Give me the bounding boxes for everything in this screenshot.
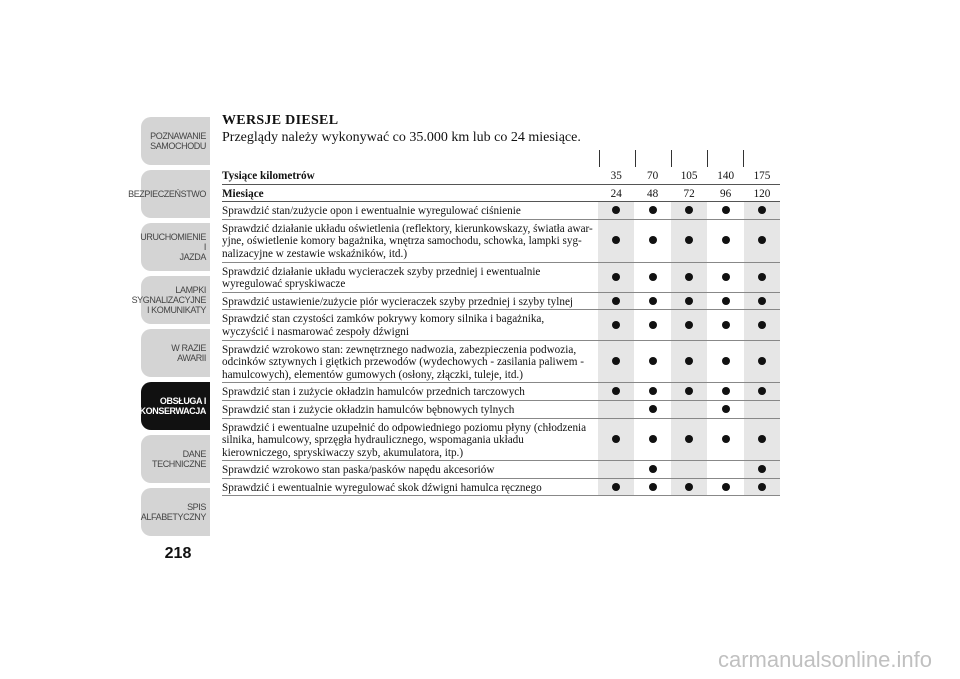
filled-circle-icon (685, 321, 693, 329)
table-row (222, 292, 780, 310)
interval-cell (671, 418, 708, 461)
table-row (222, 340, 780, 383)
interval-cell (707, 292, 744, 310)
filled-circle-icon (722, 236, 730, 244)
km-value: 175 (744, 167, 780, 184)
interval-cell (707, 202, 744, 220)
km-value: 35 (598, 167, 634, 184)
filled-circle-icon (758, 387, 766, 395)
month-value: 24 (598, 184, 634, 202)
interval-cell (671, 383, 708, 401)
filled-circle-icon (758, 465, 766, 473)
interval-cell (707, 418, 744, 461)
interval-cell (707, 461, 744, 479)
filled-circle-icon (722, 273, 730, 281)
interval-cell (744, 292, 780, 310)
filled-circle-icon (612, 357, 620, 365)
interval-cell (634, 400, 670, 418)
filled-circle-icon (649, 236, 657, 244)
table-row (222, 262, 780, 292)
interval-cell (598, 202, 634, 220)
filled-circle-icon (612, 435, 620, 443)
filled-circle-icon (685, 357, 693, 365)
chapter-tab[interactable]: W RAZIE AWARII (141, 329, 210, 377)
chapter-tab[interactable]: OBSŁUGA I KONSERWACJA (141, 382, 210, 430)
interval-cell (598, 292, 634, 310)
maintenance-schedule-table (222, 167, 780, 496)
km-header-row (222, 167, 780, 184)
filled-circle-icon (649, 321, 657, 329)
interval-cell (634, 310, 670, 340)
table-row (222, 383, 780, 401)
month-value: 120 (744, 184, 780, 202)
interval-cell (671, 400, 708, 418)
chapter-tab[interactable]: LAMPKI SYGNALIZACYJNE I KOMUNIKATY (141, 276, 210, 324)
filled-circle-icon (685, 387, 693, 395)
interval-cell (744, 340, 780, 383)
filled-circle-icon (612, 387, 620, 395)
section-heading: WERSJE DIESEL (222, 113, 339, 128)
filled-circle-icon (685, 273, 693, 281)
column-divider (671, 150, 672, 167)
maintenance-item: Sprawdzić i ewentualnie wyregulować skok dźwigni hamulca ręcznego (222, 478, 598, 496)
km-label: Tysiące kilometrów (222, 167, 598, 184)
filled-circle-icon (649, 273, 657, 281)
maintenance-item: Sprawdzić stan i zużycie okładzin hamulców przednich tarczowych (222, 383, 598, 401)
filled-circle-icon (612, 321, 620, 329)
table-row (222, 400, 780, 418)
watermark: carmanualsonline.info (717, 647, 932, 672)
months-header-row (222, 184, 780, 202)
table-row (222, 478, 780, 496)
filled-circle-icon (722, 321, 730, 329)
interval-cell (707, 400, 744, 418)
chapter-tab[interactable]: BEZPIECZEŃSTWO (141, 170, 210, 218)
interval-cell (671, 202, 708, 220)
interval-cell (707, 310, 744, 340)
filled-circle-icon (649, 465, 657, 473)
filled-circle-icon (758, 435, 766, 443)
km-value: 140 (707, 167, 744, 184)
interval-cell (598, 400, 634, 418)
interval-cell (707, 383, 744, 401)
filled-circle-icon (612, 236, 620, 244)
interval-cell (634, 461, 670, 479)
interval-cell (598, 262, 634, 292)
interval-cell (744, 219, 780, 262)
filled-circle-icon (685, 297, 693, 305)
column-divider (707, 150, 708, 167)
filled-circle-icon (722, 483, 730, 491)
maintenance-item: Sprawdzić działanie układu wycieraczek szyby przedniej i ewentualnie wyregulować spryskiwacze (222, 262, 598, 292)
interval-cell (634, 383, 670, 401)
filled-circle-icon (685, 483, 693, 491)
filled-circle-icon (685, 206, 693, 214)
filled-circle-icon (649, 357, 657, 365)
filled-circle-icon (722, 297, 730, 305)
interval-cell (671, 340, 708, 383)
interval-cell (634, 340, 670, 383)
table-row (222, 461, 780, 479)
interval-cell (634, 418, 670, 461)
interval-cell (634, 202, 670, 220)
chapter-tabs (128, 117, 210, 541)
maintenance-item: Sprawdzić i ewentualne uzupełnić do odpowiedniego poziomu płyny (chłodzenia silnika, hamulcowy, sprzęgła hydraulicznego, wspomagania układu kierowniczego, spryskiwaczy szyb, akumulatora, itp.) (222, 418, 598, 461)
filled-circle-icon (649, 405, 657, 413)
table-row (222, 219, 780, 262)
interval-cell (707, 340, 744, 383)
month-value: 72 (671, 184, 708, 202)
interval-cell (744, 383, 780, 401)
interval-cell (671, 310, 708, 340)
interval-cell (744, 400, 780, 418)
month-value: 48 (634, 184, 670, 202)
interval-cell (598, 461, 634, 479)
maintenance-item: Sprawdzić stan/zużycie opon i ewentualnie wyregulować ciśnienie (222, 202, 598, 220)
filled-circle-icon (649, 206, 657, 214)
interval-cell (707, 478, 744, 496)
chapter-tab[interactable]: SPIS ALFABETYCZNY (141, 488, 210, 536)
interval-cell (707, 262, 744, 292)
maintenance-item: Sprawdzić wzrokowo stan paska/pasków napędu akcesoriów (222, 461, 598, 479)
month-value: 96 (707, 184, 744, 202)
column-divider (743, 150, 744, 167)
interval-cell (598, 418, 634, 461)
interval-cell (744, 478, 780, 496)
maintenance-item: Sprawdzić działanie układu oświetlenia (reflektory, kierunkowskazy, światła awar-yjne, oświetlenie komory bagażnika, wnętrza samochodu, schowka, lampki syg-nalizacyjne w zestawie wskaźników, itd.) (222, 219, 598, 262)
table-row (222, 310, 780, 340)
interval-cell (744, 310, 780, 340)
interval-cell (598, 478, 634, 496)
filled-circle-icon (612, 483, 620, 491)
filled-circle-icon (722, 206, 730, 214)
filled-circle-icon (685, 236, 693, 244)
interval-cell (744, 418, 780, 461)
filled-circle-icon (722, 387, 730, 395)
filled-circle-icon (758, 321, 766, 329)
interval-cell (671, 478, 708, 496)
maintenance-item: Sprawdzić wzrokowo stan: zewnętrznego nadwozia, zabezpieczenia podwozia, odcinków sztywnych i giętkich przewodów (wydechowych - zasilania paliwem - hamulcowych), elementów gumowych (osłony, złączki, tuleje, itd.) (222, 340, 598, 383)
interval-cell (671, 292, 708, 310)
interval-cell (598, 383, 634, 401)
interval-cell (634, 219, 670, 262)
section-subheading: Przeglądy należy wykonywać co 35.000 km lub co 24 miesiące. (222, 130, 581, 145)
filled-circle-icon (649, 435, 657, 443)
km-value: 70 (634, 167, 670, 184)
interval-cell (744, 202, 780, 220)
filled-circle-icon (649, 297, 657, 305)
table-row (222, 202, 780, 220)
filled-circle-icon (612, 297, 620, 305)
page-number: 218 (164, 545, 192, 562)
interval-cell (671, 219, 708, 262)
filled-circle-icon (722, 357, 730, 365)
column-divider (635, 150, 636, 167)
filled-circle-icon (758, 357, 766, 365)
maintenance-item: Sprawdzić stan i zużycie okładzin hamulców bębnowych tylnych (222, 400, 598, 418)
filled-circle-icon (649, 483, 657, 491)
months-label: Miesiące (222, 184, 598, 202)
km-value: 105 (671, 167, 708, 184)
interval-cell (634, 262, 670, 292)
maintenance-item: Sprawdzić ustawienie/zużycie piór wycieraczek szyby przedniej i szyby tylnej (222, 292, 598, 310)
interval-cell (744, 461, 780, 479)
filled-circle-icon (758, 297, 766, 305)
chapter-tab[interactable]: URUCHOMIENIE I JAZDA (141, 223, 210, 271)
interval-cell (634, 292, 670, 310)
interval-cell (671, 262, 708, 292)
filled-circle-icon (758, 236, 766, 244)
chapter-tab[interactable]: DANE TECHNICZNE (141, 435, 210, 483)
filled-circle-icon (722, 405, 730, 413)
filled-circle-icon (758, 483, 766, 491)
filled-circle-icon (612, 273, 620, 281)
interval-cell (634, 478, 670, 496)
interval-cell (744, 262, 780, 292)
interval-cell (598, 310, 634, 340)
column-divider (599, 150, 600, 167)
filled-circle-icon (612, 206, 620, 214)
chapter-tab[interactable]: POZNAWANIE SAMOCHODU (141, 117, 210, 165)
interval-cell (598, 219, 634, 262)
table-row (222, 418, 780, 461)
filled-circle-icon (758, 206, 766, 214)
maintenance-item: Sprawdzić stan czystości zamków pokrywy komory silnika i bagażnika, wyczyścić i nasmarować zespoły dźwigni (222, 310, 598, 340)
interval-cell (671, 461, 708, 479)
interval-cell (707, 219, 744, 262)
filled-circle-icon (685, 435, 693, 443)
filled-circle-icon (758, 273, 766, 281)
filled-circle-icon (722, 435, 730, 443)
filled-circle-icon (649, 387, 657, 395)
interval-cell (598, 340, 634, 383)
